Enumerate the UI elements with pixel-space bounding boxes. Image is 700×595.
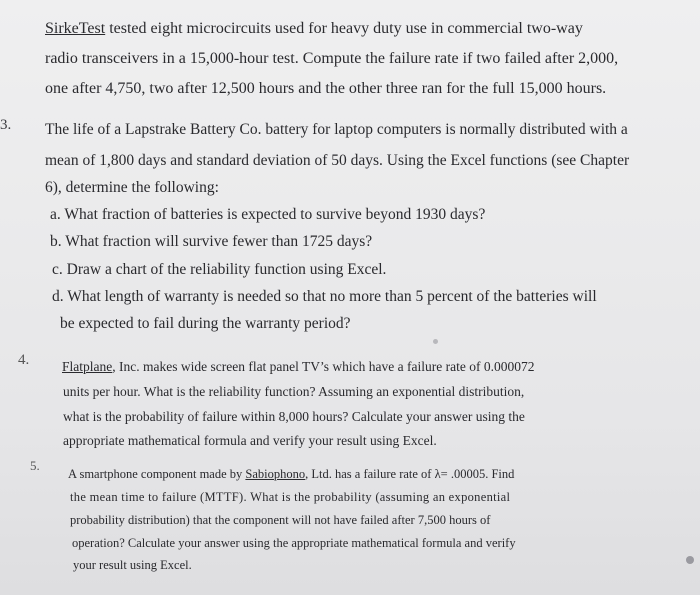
problem-5-line-1: A smartphone component made by Sabiophono, Ltd. has a failure rate of λ= .00005. Find — [68, 467, 515, 481]
problem-prev-line-3: one after 4,750, two after 12,500 hours and the other three ran for the full 15,000 hours. — [45, 80, 607, 97]
problem-4-line-3: what is the probability of failure within 8,000 hours? Calculate your answer using the — [63, 409, 525, 424]
company-name-flatplane: Flatplane — [62, 359, 113, 374]
problem-4-line-1: Flatplane, Inc. makes wide screen flat panel TV’s which have a failure rate of 0.000072 — [62, 359, 535, 374]
page-mark — [686, 556, 694, 564]
problem-5-line-4: operation? Calculate your answer using the appropriate mathematical formula and verify — [72, 536, 516, 550]
problem-prev-line-2: radio transceivers in a 15,000-hour test. Compute the failure rate if two failed after 2,000, — [45, 50, 619, 67]
problem-5-number: 5. — [30, 458, 40, 473]
problem-3-item-c: c. Draw a chart of the reliability function using Excel. — [52, 261, 387, 278]
problem-4-line-2: units per hour. What is the reliability function? Assuming an exponential distribution, — [63, 384, 525, 399]
problem-3-item-b: b. What fraction will survive fewer than 1725 days? — [50, 233, 373, 250]
problem-5-line-2: the mean time to failure (MTTF). What is the probability (assuming an exponential — [70, 490, 511, 504]
problem-5-line-5: your result using Excel. — [73, 558, 192, 572]
company-name-sabiophono: Sabiophono — [245, 467, 306, 481]
problem-3-line-1: The life of a Lapstrake Battery Co. battery for laptop computers is normally distributed with a — [45, 121, 628, 138]
problem-3-number: 3. — [0, 117, 12, 133]
problem-3-line-3: 6), determine the following: — [45, 179, 219, 196]
company-name-sirketest: SirkeTest — [45, 20, 106, 37]
problem-4-number: 4. — [18, 352, 30, 368]
problem-3-item-a: a. What fraction of batteries is expected to survive beyond 1930 days? — [50, 206, 486, 223]
problem-4-line-4: appropriate mathematical formula and verify your result using Excel. — [63, 433, 437, 448]
problem-3-line-2: mean of 1,800 days and standard deviation of 50 days. Using the Excel functions (see Chapter — [45, 152, 630, 169]
page-speck — [433, 339, 438, 344]
problem-5-line-3: probability distribution) that the component will not have failed after 7,500 hours of — [70, 513, 491, 527]
problem-prev-line-1: SirkeTest tested eight microcircuits used for heavy duty use in commercial two-way — [45, 20, 583, 37]
problem-3-item-d: d. What length of warranty is needed so that no more than 5 percent of the batteries will — [52, 288, 597, 305]
problem-3-item-d-continued: be expected to fail during the warranty period? — [60, 315, 351, 332]
